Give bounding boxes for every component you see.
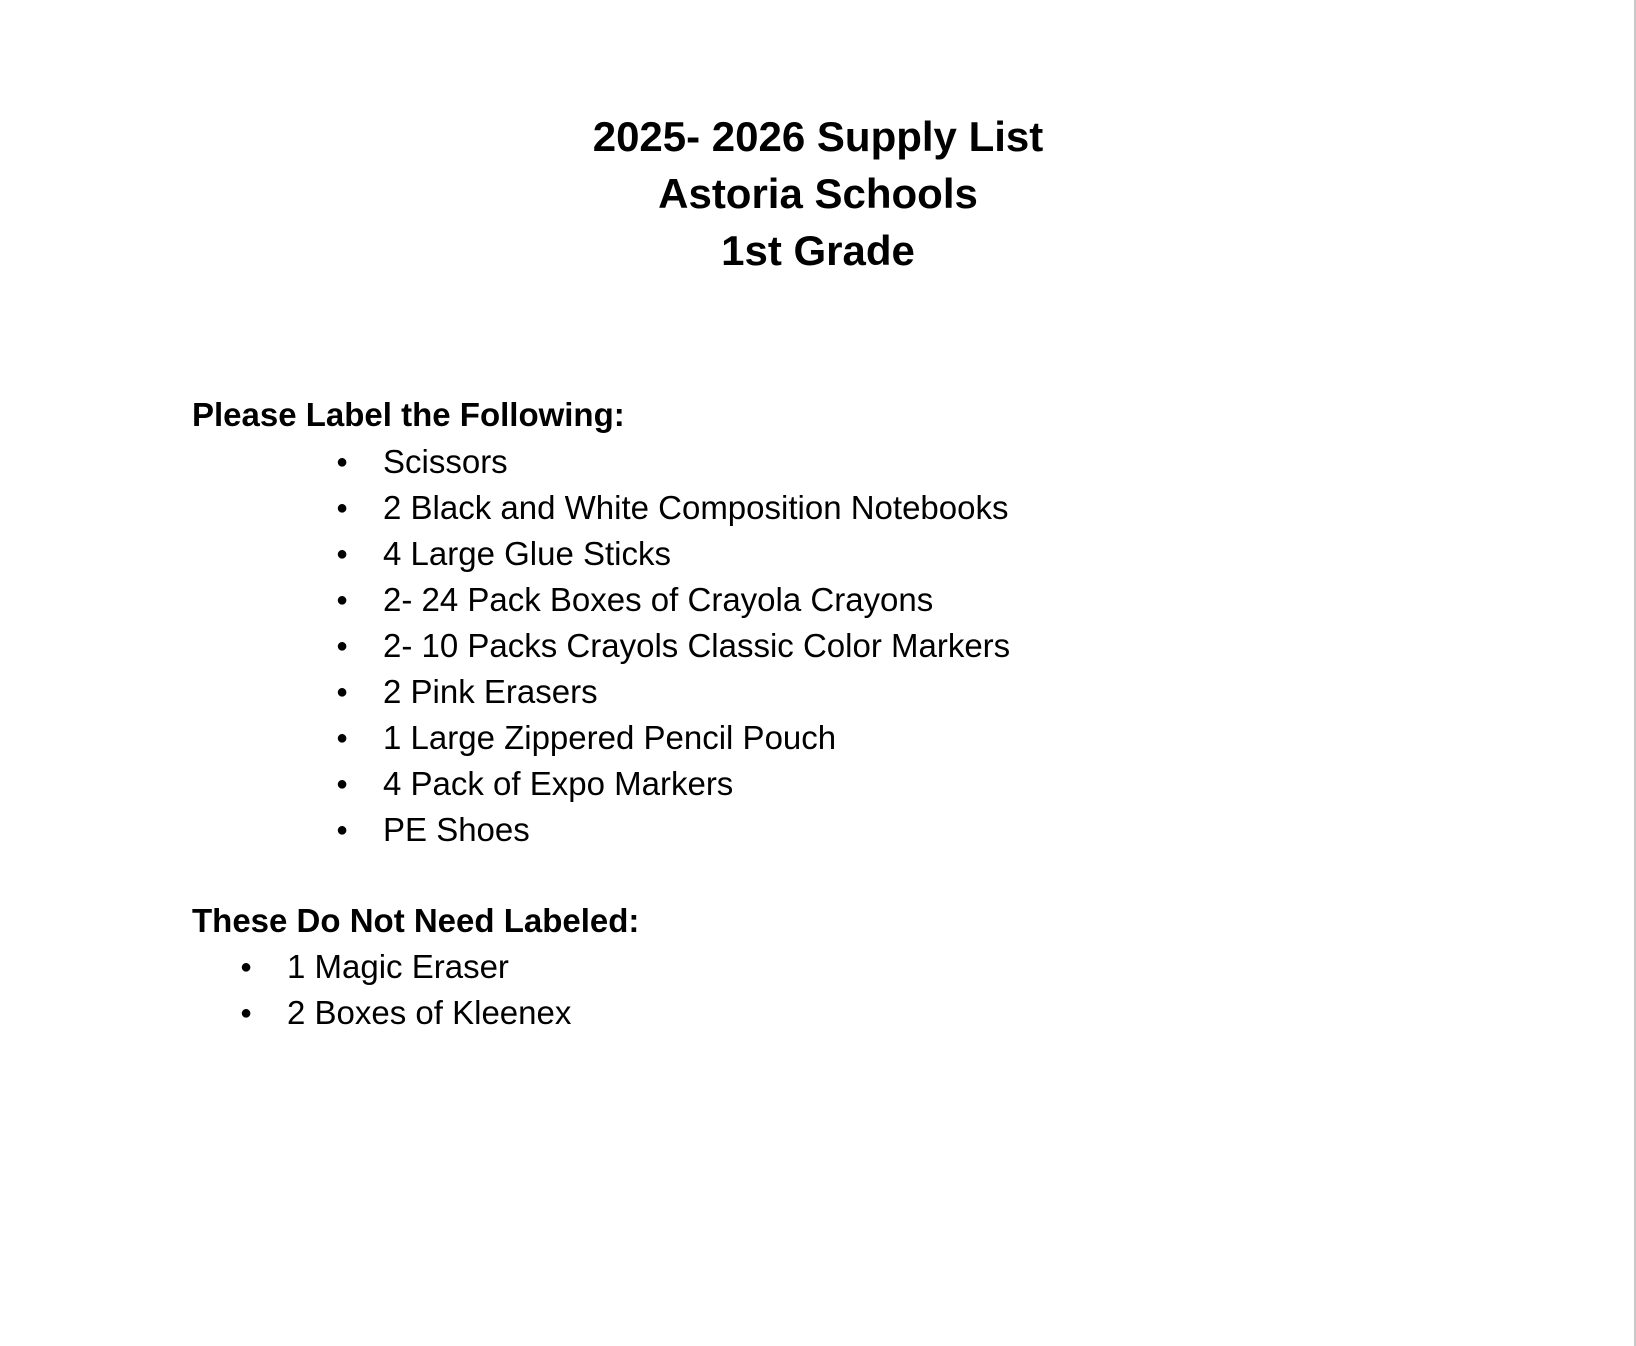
list-item-text: 1 Magic Eraser [287, 948, 509, 985]
list-item-text: PE Shoes [383, 811, 530, 848]
bullet-icon: ● [336, 451, 349, 473]
labeled-section-heading: Please Label the Following: [192, 396, 625, 433]
bullet-icon: ● [336, 681, 349, 703]
list-item-text: Scissors [383, 443, 508, 480]
document-title [0, 108, 1636, 279]
bullet-icon: ● [240, 956, 253, 978]
list-item-text: 2 Black and White Composition Notebooks [383, 489, 1009, 526]
bullet-icon: ● [336, 589, 349, 611]
list-item-text: 2 Boxes of Kleenex [287, 994, 572, 1031]
list-item-text: 2- 10 Packs Crayols Classic Color Markers [383, 627, 1011, 664]
list-item-text: 4 Large Glue Sticks [383, 535, 671, 572]
list-item-text: 2 Pink Erasers [383, 673, 598, 710]
bullet-icon: ● [240, 1002, 253, 1024]
bullet-icon: ● [336, 497, 349, 519]
unlabeled-section-heading: These Do Not Need Labeled: [192, 902, 640, 939]
bullet-icon: ● [336, 727, 349, 749]
bullet-icon: ● [336, 635, 349, 657]
title-line-year: 2025- 2026 Supply List [592, 113, 1044, 160]
list-item-text: 1 Large Zippered Pencil Pouch [383, 719, 837, 756]
list-item-text: 2- 24 Pack Boxes of Crayola Crayons [383, 581, 934, 618]
title-line-grade: 1st Grade [721, 227, 915, 274]
bullet-icon: ● [336, 543, 349, 565]
bullet-icon: ● [336, 819, 349, 841]
title-line-school: Astoria Schools [658, 170, 978, 217]
bullet-icon: ● [336, 773, 349, 795]
list-item-text: 4 Pack of Expo Markers [383, 765, 734, 802]
